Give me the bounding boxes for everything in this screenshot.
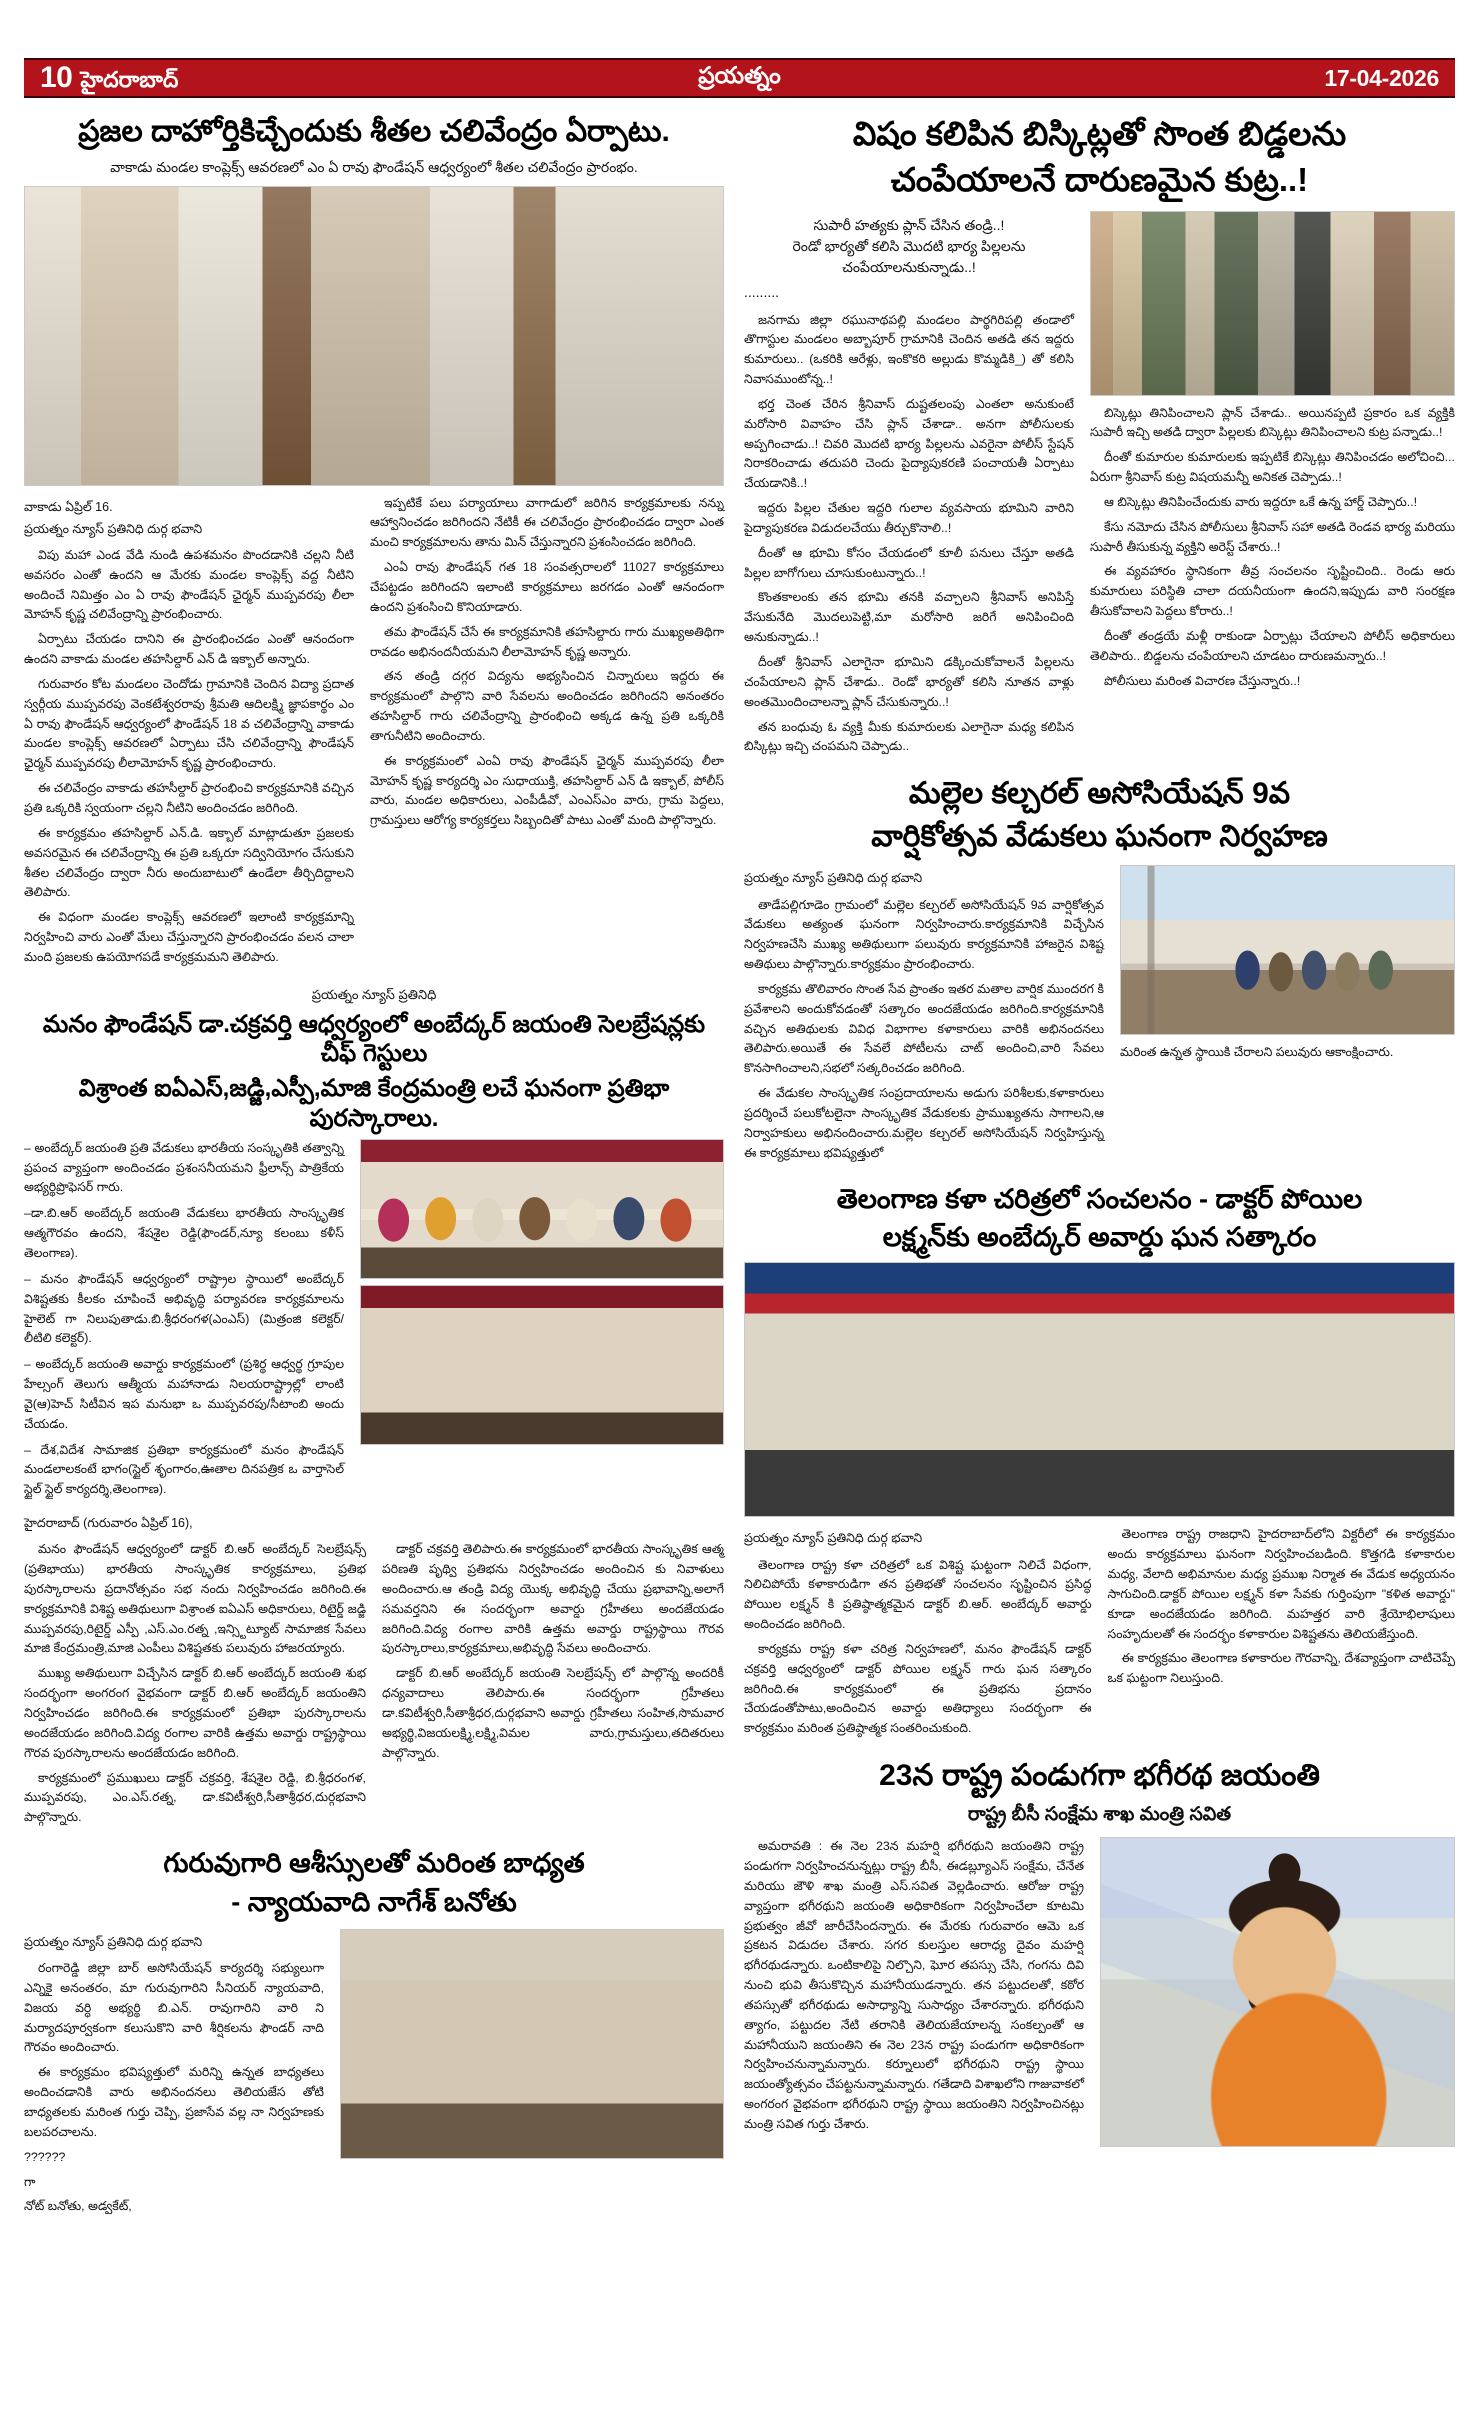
- article-headline-line2: వార్షికోత్సవ వేడుకలు ఘనంగా నిర్వహణ: [871, 819, 1328, 853]
- paragraph: ఈ విధంగా మండల కాంప్లెక్స్ ఆవరణలో ఇలాంటి కార్యక్రమాన్ని నిర్వహించి వారు ఎంతో మేలు చేస్తున్నారని ప్రారంభించడం వలన చాలా మంది ప్రజలకు ఉపయోగపడే కార్యక్రమమని తెలిపారు.: [24, 910, 354, 964]
- byline: ప్రయత్నం న్యూస్ ప్రతినిధి దుర్గ భవాని: [24, 1934, 203, 1949]
- article-headline-line2: విశ్రాంత ఐఏఎస్,జడ్జి,ఎస్పీ,మాజి కేంద్రమంత్రి లచే ఘనంగా ప్రతిభా పురస్కారాలు.: [78, 1075, 670, 1132]
- article-subhead-line2: రెండో భార్యతో కలిసి మొదటి భార్య పిల్లలను: [792, 237, 1026, 254]
- article-headline-line2: చంపేయాలనే దారుణమైన కుట్ర..!: [890, 161, 1309, 199]
- news-agency-kicker: ప్రయత్నం న్యూస్ ప్రతినిధి దుర్గ భవాని: [744, 871, 923, 886]
- paragraph: భర్త చెంత చేరిన శ్రీనివాస్ దుష్టతలంపు ఎంతలా అనుకుంటే మరోసారి వివాహం చేసి ప్లాన్ చేశాడా.. అనగా పోలీసులకు అప్పగించాడు..! చివరి మొదటి భార్య పిల్లలను ఎవరైనా పోలీస్ స్టేషన్ నిరాకరించాడు తదుపరి చెందు పైద్యాపుకరణి పంచాయతీ ఏర్పాటు చేయడానికి..!: [744, 396, 1074, 491]
- paragraph: ఏర్పాటు చేయడం దానిని ఈ ప్రారంభించడం ఎంతో ఆనందంగా ఉందని వాకాడు మండల తహసిల్దార్ ఎన్ డి ఇక్బాల్ అన్నారు.: [24, 632, 354, 667]
- masthead-bar: [24, 58, 1455, 98]
- paragraph: ఈ చలివేంద్రం వాకాడు తహసీల్దార్ ప్రారంభించి కార్యక్రమానికి వచ్చిన ప్రతి ఒక్కరికి స్వయంగా చల్లని నీటిని అందించడం జరిగింది.: [24, 781, 354, 815]
- article-subhead-ellipsis: .........: [744, 283, 780, 300]
- paragraph: రంగారెడ్డి జిల్లా బార్ అసోసియేషన్ కార్యదర్శి సభ్యులుగా ఎన్నికై అనంతరం, మా గురువుగారిని సీనియర్ న్యాయవాది, విజయ వర్ధి అభ్యర్థి బి.ఎన్. రావుగారిని వారి ని మర్యాదపూర్వకంగా కలుసుకొని వారి శీర్షికలను ఫౌండర్ నాది గౌరవం అందించారు.: [24, 1961, 324, 2055]
- article-body-col-a: [24, 546, 354, 968]
- photo-content: [361, 1140, 723, 1278]
- paper-title: ప్రయత్నం: [698, 61, 781, 88]
- content-grid: [24, 114, 1455, 2236]
- hall-inauguration-photo: [24, 186, 724, 486]
- right-column: [744, 114, 1455, 2161]
- photo-content: [341, 1930, 723, 2158]
- paragraph: కార్యక్రమంలో ప్రముఖులు డాక్టర్ చక్రవర్తి, శేషశైల రెడ్డి, బి.శ్రీధరంగళ, ముప్పవరపు, ఎం.ఎస్.రత్న, డా.కవిటీశ్వరి,సీతాశ్రీధర,దుర్గభవాని పాల్గొన్నారు.: [24, 1770, 366, 1825]
- article-subhead-line1: సుపారీ హత్యకు ప్లాన్ చేసిన తండ్రి..!: [813, 216, 1005, 233]
- article-body-col-b: [1120, 1043, 1455, 1063]
- page-number: 10: [40, 61, 73, 94]
- article-headline-line1: తెలంగాణ కళా చరిత్రలో సంచలనం - డాక్టర్ పోయిల: [836, 1183, 1363, 1214]
- article-poison-biscuits: [744, 114, 1455, 762]
- bhagiratha-portrait-photo: [1100, 1837, 1455, 2147]
- photo-content: [1101, 1838, 1454, 2146]
- paragraph: ఈ కార్యక్రమం తహసిల్దార్ ఎన్.డి. ఇక్బాల్ మాట్లాడుతూ ప్రజలకు అవసరమైన ఈ చలివేంద్రాన్ని ఈ ప్రతి ఒక్కరూ సద్వినియోగం చేసుకుని శీతల చలివేంద్రం ద్వారా నీరు అందుబాటులో ఉండేలా తీర్చిదిద్దాలని తెలిపారు.: [24, 825, 354, 900]
- news-agency-kicker: ప్రయత్నం న్యూస్ ప్రతినిధి దుర్గ భవాని: [744, 1531, 923, 1546]
- photo-content: [25, 187, 723, 485]
- article-body-col-b: [1090, 404, 1455, 692]
- paragraph: పోలీసులు మరింత విచారణ చేస్తున్నారు..!: [1104, 673, 1301, 688]
- dateline: వాకాడు ఏప్రిల్ 16.: [24, 499, 113, 514]
- lawyer-felicitation-photo: [340, 1929, 724, 2159]
- article-headline-line2: రాష్ట్ర బీసీ సంక్షేమ శాఖ మంత్రి సవిత: [967, 1803, 1232, 1825]
- photo-content: [745, 1263, 1454, 1516]
- article-body-col-a: [744, 896, 1104, 1164]
- article-headline-line1: విషం కలిపిన బిస్కిట్లతో సొంత బిడ్డలను: [852, 115, 1347, 152]
- paragraph: గా: [24, 2174, 36, 2189]
- paragraph: కొంతకాలంకు తన భూమి తనకి వచ్చాలని శ్రీనివాస్ అనిపిస్తే వేసుకునేది మొదలుపెట్టి,మా మరోసారి జరిగే అనిపించింది అనుకున్నాడు..!: [744, 590, 1074, 645]
- bullet-item: – అంబేద్కర్ జయంతి ప్రతి వేడుకలు భారతీయ సంస్కృతికి తత్వాన్ని ప్రపంచ వ్యాప్తంగా అందించడం ప్రశంసనీయమని ఫ్రీలాన్స్ పాత్రికేయ అభ్యర్థిప్రొఫెసర్ గారు.: [24, 1140, 344, 1195]
- article-body: [24, 1959, 324, 2217]
- paragraph: తన తండ్రి దగ్గర విద్యను అభ్యసించిన చిన్నారులు ఇద్దరు ఈ కార్యక్రమంలో పాల్గొని వారి సేవలను అందించడం జరిగిందని అనంతరం తహసిల్దార్ గారు చలివేంద్రాన్ని ప్రారంభించి అక్కడ ఉన్న ప్రతి ఒక్కరికి తాగునీటిని అందించారు.: [370, 669, 724, 743]
- article-subhead: వాకాడు మండల కాంప్లెక్స్ ఆవరణలో ఎం ఏ రావు ఫౌండేషన్ ఆధ్వర్యంలో శీతల చలివేంద్రం ప్రారంభం.: [110, 158, 638, 175]
- street-group-photo: [1120, 865, 1455, 1035]
- photo-content: [1121, 866, 1454, 1034]
- paragraph: ఇప్పటికే పలు పర్యాయాలు వాగాడులో జరిగిన కార్యక్రమాలకు నన్ను ఆహ్వానించడం జరిగిందని నేటికీ ఈ చలివేంద్రం ప్రారంభించడం ద్వారా ఎంత మంచి కార్యక్రమాలను తాను మిన్ చేస్తున్నారని ప్రశంసించడం జరిగింది.: [370, 495, 724, 550]
- paragraph: దీంతో కుమారుల కుమారులకు ఇప్పటికే బిస్కెట్లు తినిపించడం అలోచించి... ఏరుగా శ్రీనివాస్ కుట్ర విషయమన్నీ అనికత చెప్పాడు..!: [1090, 450, 1455, 485]
- article-body-col-b: [370, 494, 724, 832]
- dateline: హైదరాబాద్ (గురువారం ఏప్రిల్ 16),: [24, 1516, 193, 1531]
- article-poyila-lakshman-award: [744, 1183, 1455, 1745]
- article-body-col-a: [744, 1556, 1092, 1740]
- paragraph: ఈ కార్యక్రమంలో ఎంఏ రావు ఫౌండేషన్ ఛైర్మన్ ముప్పవరపు లీలా మోహన్ కృష్ణ కార్యదర్శి ఎం సుధాయుక్తి, తహసిల్దార్ ఎన్ డి ఇక్బాల్, పోలీస్ వారు, మండల అధికారులు, ఎంపీడీవో, ఎంఎస్ఎం వారు, గ్రామ పెద్దలు, గ్రామస్తులు ఆరోగ్య కార్యకర్తలు సిబ్బందితో పాటు ఎంతో మంది పాల్గొన్నారు.: [370, 753, 724, 828]
- paragraph: డాక్టర్ బి.ఆర్ అంబేద్కర్ జయంతి సెలబ్రేషన్స్ లో పాల్గొన్న అందరికీ ధన్యవాదాలు తెలిపారు.ఈ సందర్భంగా గ్రహీతలు డా.కవిటీశ్వరి,సీతాశ్రీధర,దుర్గభవాని అవార్డు గ్రహీతలు సంహిత,సొమవార అభ్యర్థి,విజయలక్ష్మి,లక్ష్మి,విమల వారు,గ్రామస్తులు,తదితరులు పాల్గొన్నారు.: [382, 1666, 724, 1760]
- bullet-item: –డా.బి.ఆర్ అంబేద్కర్ జయంతి వేడుకలు భారతీయ సాంస్కృతిక ఆత్మగౌరవం ఉందని, శేషశైల రెడ్డి(ఫౌండర్,న్యూ కలంబు కళీస్ తెలంగాణ).: [24, 1206, 344, 1260]
- paragraph: దీంతో తండ్రయే మళ్లీ రాకుండా ఏర్పాట్లు చేయాలని పోలీస్ అధికారులు తెలిపారు.. బిడ్డలను చంపేయాలని చూడటం దారుణమన్నారు..!: [1090, 628, 1455, 663]
- highlight-bullets: [24, 1139, 344, 1500]
- article-body-col-a: [24, 1540, 366, 1828]
- paragraph: జనగామ జిల్లా రఘునాథపల్లి మండలం పార్థగిరిపల్లి తండాలో తొగాస్టుల మండలం అబ్బాపూర్ గ్రామానికి చెందిన అతడి తన ఇద్దరు కుమారులు.. (ఒకరికి ఆరేళ్లు, ఇంకొకరి అల్లుడు కొమ్మడికి_) తో కలిసి నివాసముంటోన్న..!: [744, 312, 1074, 387]
- police-press-meet-photo: [1090, 211, 1455, 396]
- article-body-col-b: [1108, 1525, 1456, 1689]
- paragraph: మరింత ఉన్నత స్థాయికి చేరాలని పలువురు ఆకాంక్షించారు.: [1120, 1045, 1394, 1060]
- paragraph: ఇద్దరు పిల్లల చేతుల ఇద్దరి గులాల వ్యవసాయ భూమిని వారిని పైద్యాపుకరణ విడుదలచేయు తీర్చుకొనాలి..!: [744, 501, 1074, 535]
- paragraph: గురువారం కోట మండలం చెందోడు గ్రామానికి చెందిన విద్యా ప్రదాత స్వర్గీయ ముప్పవరపు వెంకటేశ్వరరావు శ్రీమతి ఆదిలక్ష్మి జ్ఞాపకార్థం ఎం ఏ రావు ఫౌండేషన్ ఆధ్వర్యంలో ఫౌండేషన్ 18 వ చలివేంద్రాన్ని వాకాడు మండల కాంప్లెక్స్ ఆవరణలో ఏర్పాటు చేసి చలివేంద్రాన్ని ఫౌండేషన్ ఛైర్మన్ ముప్పవరపు లీలామోహన్ కృష్ణ ప్రారంభించారు.: [24, 676, 354, 771]
- byline: ప్రయత్నం న్యూస్ ప్రతినిధి దుర్గ భవాని: [24, 521, 203, 536]
- paragraph: కార్యక్రమ తొలివారం సొంత సేవ ప్రాంతం ఇతర మతాల వార్షిక ముందరగ కి ప్రవేశాలని అందుకోవడంతో సత్కారం అందజేయడం జరిగింది.కార్యక్రమానికి వచ్చిన అతిథులకు వివిధ విభాగాల కళాకారులు వారికి అభినందనలు తెలిపారు.అయితే ఈ సేవలే పోటీలను చాట్ అందించి,వారి సేవలు కొనసాగించాలని,సభలో సత్కరించడం జరిగింది.: [744, 981, 1104, 1076]
- article-subhead-line3: చంపేయాలనుకున్నాడు..!: [842, 258, 976, 275]
- paragraph: ఎంఏ రావు ఫౌండేషన్ గత 18 సంవత్సరాలలో 11027 కార్యక్రమాలు చేపట్టడం జరిగిందని ఇలాంటి కార్యక్రమాలు జరగడం ఎంతో ఆనందంగా ఉందని ప్రశంసించి కొనియాడారు.: [370, 560, 724, 614]
- paragraph: దీంతో శ్రీనివాస్ ఎలాగైనా భూమిని డక్కించుకోవాలనే పిల్లలను చంపేయాలని ప్లాన్ చేశాడు.. రెండో భార్యతో కలిసి నూతన వాళ్లు అంతమొందించాలన్నా ప్లాన్ చేసుకున్నారు..!: [744, 655, 1074, 709]
- paragraph: ఈ కార్యక్రమం భవిష్యత్తులో మరిన్ని ఉన్నత బాధ్యతలు అందించడానికి వారు అభినందనలు తెలియజేస తోటి బాధ్యతలకు మరింత గుర్తు చెప్పి, ప్రజాసేవ వల్ల నా నిర్వహణకు బలపరచాలను.: [24, 2065, 324, 2139]
- article-lawyer-nagesh: [24, 1847, 724, 2222]
- article-body-col-a: [744, 311, 1074, 758]
- paragraph: ??????: [24, 2149, 66, 2164]
- news-agency-kicker: ప్రయత్నం న్యూస్ ప్రతినిధి: [311, 986, 437, 1002]
- article-mallela-cultural: [744, 776, 1455, 1168]
- paragraph: కార్యక్రమ రాష్ట్ర కళా చరిత్ర నిర్వహణలో, మనం ఫౌండేషన్ డాక్టర్ చక్రవర్తి ఆధ్వర్యంలో డాక్టర్ పోయిల లక్ష్మన్ గారు ఘన సత్కారం జరిగింది.ఈ కార్యక్రమంలో ఈ ప్రతిభను ప్రదానం చేయడంతోపాటు,అందించిన అవార్డు అతిధ్యాలు సందర్భంగా ఈ కార్యక్రమం మరింత ప్రతిష్ఠాత్మక సంతరించుకుంది.: [744, 1641, 1092, 1736]
- newspaper-page: [0, 58, 1479, 2422]
- paragraph: ఈ వేడుకల సాంస్కృతిక సంప్రదాయాలను అడుగు పరిశీలకు,కళాకారులు ప్రదర్శించే పలుకోటలైనా సాంస్కృతిక వేడుకలకు ప్రాముఖ్యతను సాగాలని,ఆ నిర్వాహకులు అభినందించారు.మల్లెల కల్చరల్ అసోసియేషన్ నిర్వహిస్తున్న ఈ కార్యక్రమాలు భవిష్యత్తులో: [744, 1086, 1104, 1160]
- masthead-left: [40, 63, 178, 93]
- article-headline-line1: 23న రాష్ట్ర పండుగగా భగీరథ జయంతి: [879, 1759, 1320, 1793]
- article-headline-line1: మల్లెల కల్చరల్ అసోసియేషన్ 9వ: [908, 777, 1291, 811]
- paragraph: ముఖ్య అతిథులుగా విచ్చేసిన డాక్టర్ బి.ఆర్ అంబేద్కర్ జయంతి శుభ సందర్భంగా అంగరంగ వైభవంగా డాక్టర్ బి.ఆర్ అంబేద్కర్ జయంతిని నిర్వహించడం జరిగింది.ఈ కార్యక్రమంలో ప్రతిభా పురస్కారాలను అందజేయడం జరిగింది.విద్య రంగాల వారికి ఉత్తమ అవార్డు రాష్ట్రస్థాయి గౌరవ పురస్కారాలను అందజేయడం జరిగింది.: [24, 1666, 366, 1760]
- article-chalivendram: [24, 114, 724, 973]
- paragraph: ఈ కార్యక్రమం తెలంగాణ కళాకారుల గౌరవాన్ని, దేశవ్యాప్తంగా చాటిచెప్పే ఒక ఘట్టంగా నిలుస్తుంది.: [1107, 1651, 1455, 1686]
- photo-content: [1091, 212, 1454, 395]
- paragraph: విపు మహా ఎండ వేడి నుండి ఉపశమనం పొందడానికి చల్లని నీటి అవసరం ఎంతో ఉందని ఆ మేరకు మండల కాంప్లెక్స్ వద్ద నీటిని అందించే నిమిత్తం ఎం ఏ రావు ఫౌండేషన్ ఛైర్మన్ ముప్పవరపు లీలా మోహన్ కృష్ణ చలివేంద్రాన్ని ప్రారంభించారు.: [24, 547, 354, 622]
- paragraph: తమ ఫౌండేషన్ చేసే ఈ కార్యక్రమానికి తహసిల్దారు గారు ముఖ్యఅతిథిగా రావడం అభినందనీయమని లీలామోహన్ కృష్ణ అన్నారు.: [370, 624, 724, 659]
- paragraph: తెలంగాణ రాష్ట్ర కళా చరిత్రలో ఒక విశిష్ట ఘట్టంగా నిలిచే విధంగా, నిలిచిపోయే కళాకారుడిగా తన ప్రతిభతో సంచలనం సృష్టించిన ప్రసిద్ధ పోయిల లక్ష్మన్ కి ప్రతిష్ఠాత్మకమైన డాక్టర్ బి.ఆర్. అంబేద్కర్ అవార్డు అందించడం జరిగింది.: [744, 1557, 1092, 1632]
- bullet-item: – దేశ,విదేశ సామాజిక ప్రతిభా కార్యక్రమంలో మనం ఫౌండేషన్ మండలాలకంటే భాగం(స్టైల్ శృంగారం,ఊతాల దినపత్రిక ఒ వార్తాసెల్ స్టైల్ స్టైల్ కార్యదర్శి,తెలంగాణ).: [24, 1442, 344, 1497]
- paragraph: ఈ వ్యవహారం స్థానికంగా తీవ్ర సంచలనం సృష్టించింది.. రెండు ఆరు కుమారులు పరిస్థితి చాలా దయనీయంగా ఉందని,ఇప్పుడు వారి సంరక్షణ తీసుకోవాలని పెద్దలు కోరారు..!: [1090, 564, 1455, 619]
- certificate-ceremony-photo: [360, 1139, 724, 1279]
- issue-date: 17-04-2026: [1324, 64, 1439, 91]
- paragraph: ఆ బిస్కెట్లు తినిపించేందుకు వారు ఇద్దరూ ఒకే ఉన్న హార్డ్ చెప్పారు..!: [1104, 494, 1418, 509]
- article-headline: ప్రజల దాహోర్తికిచ్చేందుకు శీతల చలివేంద్రం ఏర్పాటు.: [78, 115, 670, 148]
- paragraph: మనం ఫౌండేషన్ ఆధ్వర్యంలో డాక్టర్ బి.ఆర్ అంబేద్కర్ సెలబ్రేషన్స్ (ప్రతిభాయు) భారతీయ సాంస్కృతిక కార్యక్రమాలు, ప్రతిభ పురస్కారాలను ప్రదానోత్సవం సభ నందు నిర్వహించడం జరిగింది.ఈ కార్యక్రమానికి విశిష్ట అతిథులుగా విశ్రాంత ఐఏఎస్ అధికారులు, రిటైర్డ్ జడ్జి ముప్పవరపు,రిటైర్డ్ ఎస్పీ ,ఎస్.ఎం.రత్న ,ఇన్స్టిట్యూట్ సామాజిక సేవలు మాజి కేంద్రమంత్రి,మాజి ఎంపీలు విశిష్టతకు పలువురు హాజరయ్యారు.: [24, 1542, 366, 1656]
- paragraph: నోట్ బనోతు, అడ్వకేట్,: [24, 2199, 132, 2214]
- paragraph: దీంతో ఆ భూమి కోసం చేయడంలో కూలీ పనులు చేస్తూ అతడి పిల్లల బాగోగులు చూసుకుంటున్నారు..!: [744, 545, 1074, 580]
- article-headline-line2: - న్యాయవాది నాగేశ్ బనోతు: [231, 1887, 517, 1917]
- saffron-group-photo: [360, 1285, 724, 1445]
- award-stage-photo: [744, 1262, 1455, 1517]
- article-bhagiratha-jayanti: [744, 1758, 1455, 2147]
- article-body: [744, 1837, 1084, 2135]
- paragraph: అమరావతి : ఈ నెల 23న మహర్షి భగీరథుని జయంతిని రాష్ట్ర పండుగగా నిర్వహించనున్నట్లు రాష్ట్ర బీసీ, ఈడబ్ల్యూఎస్ సంక్షేమ, చేనేత మరియు జౌళి శాఖ మంత్రి ఎస్.సవిత వెల్లడించారు. ఆరోజు రాష్ట్ర వ్యాప్తంగా భగీరథుని జయంతి అధికారికంగా నిర్వహించేలా కూటమి ప్రభుత్వం జీవో జారీచేసిందన్నారు. ఈ మేరకు గురువారం ఆమె ఒక ప్రకటన విడుదల చేశారు. సగర కులస్తుల ఆరాధ్య దైవం మహర్షి భగీరథుడన్నారు. ఒంటికాలిపై నిల్చొని, ఘోర తపస్సు చేసి, గంగను దివి నుంచి భువి తీసుకొచ్చిన మహానీయుడన్నారు. తన పట్టుదలతో, కఠోర తపస్సుతో భగీరథుడు అసాధ్యాన్ని సుసాధ్యం చేశారన్నారు. భగీరథుని త్యాగం, పట్టుదల నేటి తరానికి తెలియజేయాలన్న సంకల్పంతో ఆ మహానీయుని జయంతిని ఈ నెల 23న రాష్ట్ర పండుగగా అధికారికంగా నిర్వహించనున్నామన్నారు. కర్నూలులో భగీరథుని రాష్ట్ర స్థాయి జయంత్యోత్సవం చేపట్టనున్నామన్నారు. గతేడాది విశాఖలోని గాజువాకలో అంగరంగ వైభవంగా భగీరథుని రాష్ట్ర స్థాయి జయంతిని నిర్వహించినట్లు మంత్రి సవిత గుర్తు చేశారు.: [744, 1839, 1084, 2131]
- paragraph: తెలంగాణ రాష్ట్ర రాజధాని హైదరాబాద్‌లోని విక్టరీలో ఈ కార్యక్రమం అందు కార్యక్రమాలు ఘనంగా నిర్వహించబడింది. కొత్తగడి కళాకారుల మధ్య, వేలాది అభిమానుల మధ్య ప్రముఖ నిర్మాత ఈ వేడుక అధ్యయనం సాగుచింది.డాక్టర్ పోయిల లక్ష్మన్ కళా సేవకు గుర్తింపుగా "కళిత అవార్డు" కూడా అందజేయడం జరిగింది. మహత్తర వారి శ్రేయోభిలాషులు సంహృదులతో ఈ సందర్భం కళాకారుల విశిష్టతను తెలియజేస్తుంది.: [1107, 1527, 1455, 1641]
- article-body-col-b: [382, 1540, 724, 1763]
- paragraph: తన బంధువు ఓ వ్యక్తి మీకు కుమారులకు ఎలాగైనా మధ్య కలిపిన బిస్కిట్లు ఇచ్చి చంపమని చెప్పాడు..: [744, 719, 1074, 754]
- bullet-item: – మనం ఫౌండేషన్ ఆధ్వర్యంలో రాష్ట్రాల స్థాయిలో అంబేద్కర్ విశిష్టతకు కీలకం చూపించే అభివృద్ధి పర్యావరణ కార్యక్రమాలను హైలెట్ గా నిలుపుతాడు.బి.శ్రీధరంగళ(ఎంఎస్) (మిత్రంజి కలెక్టర్/ లీటిలి కలెక్టర్).: [24, 1271, 344, 1346]
- article-headline-line1: మనం ఫౌండేషన్ డా.చక్రవర్తి ఆధ్వర్యంలో అంబేద్కర్ జయంతి సెలబ్రేషన్లకు చీఫ్ గెస్టులు: [42, 1010, 706, 1067]
- left-column: [24, 114, 724, 2236]
- paragraph: తాడేపల్లిగూడెం గ్రామంలో మల్లెల కల్చరల్ అసోసియేషన్ 9వ వార్షికోత్సవ వేడుకలు అత్యంత ఘనంగా నిర్వహించారు.కార్యక్రమానికి విచ్చేసిన నిర్వహణచేసి ముఖ్య అతిథులుగా పలువురు కార్యక్రమానికి హాజరైన విశిష్ట అతిథులు పాల్గొన్నారు.కార్యక్రమం ప్రారంభించారు.: [744, 897, 1104, 972]
- paragraph: బిస్కెట్లు తినిపించాలని ప్లాన్ చేశాడు.. అయినప్పటి ప్రకారం ఒక వ్యక్తికి సుపారీ ఇచ్చి అతడి ద్వారా పిల్లలకు బిస్కెట్లు తినిపించాలని కుట్ర పన్నాడు..!: [1090, 405, 1455, 440]
- photo-content: [361, 1286, 723, 1444]
- paragraph: డాక్టర్ చక్రవర్తి తెలిపారు.ఈ కార్యక్రమంలో భారతీయ సాంస్కృతిక ఆత్మ పరిణతి పృథ్వి ప్రతిభను నిర్వహించడం అందించిన కు నివాళులు అందించారు.ఆ తండ్రి విద్య యొక్క అభివృద్ధి చేయు ప్రభావాన్ని,అలాగే సమవర్తనిని ఈ సందర్భంగా అవార్డు గ్రహీతలు అందజేయడం జరిగింది.విద్య రంగాల వారికి ఉత్తమ అవార్డు రాష్ట్రస్థాయి గౌరవ పురస్కారాలు,కార్యక్రమాలు,అభివృద్ధి సేవలు అందించారు.: [382, 1542, 724, 1656]
- bullet-item: – అంబేద్కర్ జయంతి అవార్డు కార్యక్రమంలో (ప్రశిర్థ ఆధ్వర్థ గ్రూపుల హేల్సంగ్ తెలుగు ఆత్మీయ మహానాడు నిలయరాష్ట్రాల్లో లాంటి వై(ఆ)హెచ్ సిటీవిన ఇప మనుభా ఒ ముప్పవరపు/సీటాంబి అందు చేయడం.: [24, 1357, 344, 1431]
- edition-city: హైదరాబాద్: [80, 67, 179, 92]
- article-headline-line2: లక్ష్మన్‌కు అంబేద్కర్ అవార్డు ఘన సత్కారం: [882, 1222, 1317, 1253]
- article-headline-line1: గురువుగారి ఆశీస్సులతో మరింత బాధ్యత: [163, 1848, 585, 1879]
- paragraph: కేసు నమోదు చేసిన పోలీసులు శ్రీనివాస్ సహా అతడి రెండవ భార్య మరియు సుపారీ తీసుకున్న వ్యక్తిని అరెస్ట్ చేశారు..!: [1090, 519, 1455, 554]
- article-manam-foundation: [24, 987, 724, 1833]
